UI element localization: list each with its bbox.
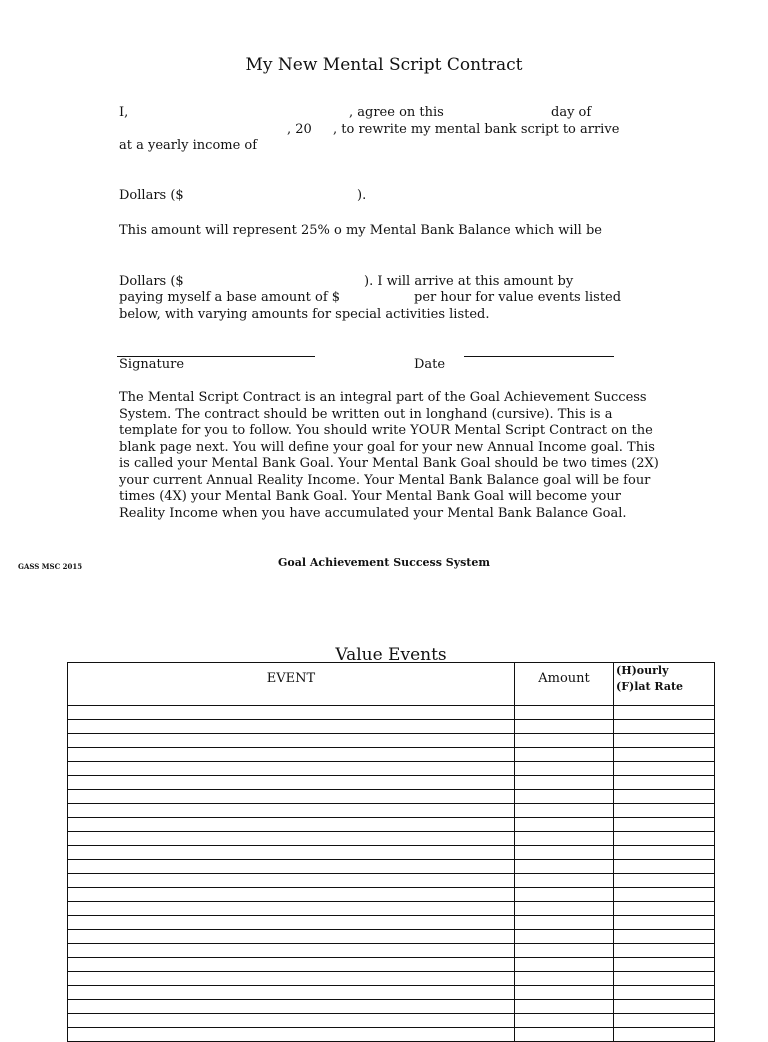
amount-cell[interactable]: [515, 902, 614, 916]
event-cell[interactable]: [68, 1028, 515, 1042]
amount-cell[interactable]: [515, 1014, 614, 1028]
amount-cell[interactable]: [515, 1028, 614, 1042]
event-cell[interactable]: [68, 958, 515, 972]
table-row: [68, 818, 715, 832]
event-cell[interactable]: [68, 762, 515, 776]
event-cell[interactable]: [68, 972, 515, 986]
table-row: [68, 1014, 715, 1028]
rate-cell[interactable]: [614, 972, 715, 986]
event-cell[interactable]: [68, 1014, 515, 1028]
event-cell[interactable]: [68, 720, 515, 734]
rate-header-line1: (H)ourly: [616, 664, 669, 677]
below-text: below, with varying amounts for special activities listed.: [119, 307, 490, 322]
amount-cell[interactable]: [515, 1000, 614, 1014]
event-cell[interactable]: [68, 776, 515, 790]
event-cell[interactable]: [68, 888, 515, 902]
amount-cell[interactable]: [515, 972, 614, 986]
represent-text: This amount will represent 25% o my Mental Bank Balance which will be: [119, 223, 602, 238]
table-row: [68, 888, 715, 902]
table-header-row: [68, 663, 715, 706]
amount-cell[interactable]: [515, 734, 614, 748]
amount-cell[interactable]: [515, 748, 614, 762]
rate-cell[interactable]: [614, 706, 715, 720]
table-row: [68, 832, 715, 846]
rate-cell[interactable]: [614, 1028, 715, 1042]
event-cell[interactable]: [68, 790, 515, 804]
rate-cell[interactable]: [614, 916, 715, 930]
table-row: [68, 860, 715, 874]
close-paren-1: ).: [357, 188, 367, 203]
event-cell[interactable]: [68, 930, 515, 944]
rate-cell[interactable]: [614, 832, 715, 846]
amount-cell[interactable]: [515, 846, 614, 860]
rate-cell[interactable]: [614, 790, 715, 804]
amount-cell[interactable]: [515, 762, 614, 776]
rewrite-text: , to rewrite my mental bank script to arrive: [333, 122, 620, 137]
footer-system-name: Goal Achievement Success System: [277, 556, 490, 569]
amount-column-header: Amount: [515, 663, 614, 706]
amount-cell[interactable]: [515, 832, 614, 846]
amount-cell[interactable]: [515, 944, 614, 958]
footer-code: GASS MSC 2015: [18, 562, 83, 571]
rate-cell[interactable]: [614, 930, 715, 944]
day-of-text: day of: [551, 105, 592, 120]
page-title: My New Mental Script Contract: [245, 55, 523, 75]
event-cell[interactable]: [68, 860, 515, 874]
event-cell[interactable]: [68, 804, 515, 818]
amount-cell[interactable]: [515, 888, 614, 902]
yearly-income-text: at a yearly income of: [119, 138, 258, 153]
rate-cell[interactable]: [614, 944, 715, 958]
rate-cell[interactable]: [614, 804, 715, 818]
explanation-paragraph: The Mental Script Contract is an integral part of the Goal Achievement Success System. The contract should be written out in longhand (cursive). This is a template for you to follow. You should write YOUR Mental Script Contract on the blank page next. You will define your goal for your new Annual Income goal. This is called your Mental Bank Goal. Your Mental Bank Goal should be two times (2X) your current Annual Reality Income. Your Mental Bank Balance goal will be four times (4X) your Mental Bank Goal. Your Mental Bank Goal will become your Reality Income when you have accumulated your Mental Bank Balance Goal.: [119, 390, 659, 521]
amount-cell[interactable]: [515, 930, 614, 944]
rate-column-header: [614, 663, 715, 706]
date-label: Date: [414, 357, 446, 372]
table-row: [68, 902, 715, 916]
amount-cell[interactable]: [515, 986, 614, 1000]
value-events-table: [67, 662, 715, 1042]
amount-cell[interactable]: [515, 804, 614, 818]
rate-cell[interactable]: [614, 1000, 715, 1014]
agree-text: , agree on this: [349, 105, 444, 120]
table-row: [68, 846, 715, 860]
event-cell[interactable]: [68, 902, 515, 916]
paying-text: paying myself a base amount of $: [119, 290, 341, 305]
date-line: [464, 356, 614, 357]
rate-cell[interactable]: [614, 720, 715, 734]
rate-cell[interactable]: [614, 986, 715, 1000]
event-cell[interactable]: [68, 944, 515, 958]
rate-cell[interactable]: [614, 902, 715, 916]
rate-cell[interactable]: [614, 818, 715, 832]
table-row: [68, 776, 715, 790]
event-column-header: EVENT: [68, 663, 515, 706]
amount-cell[interactable]: [515, 720, 614, 734]
table-row: [68, 804, 715, 818]
table-row: [68, 720, 715, 734]
dollars-label-2: Dollars ($: [119, 274, 184, 289]
rate-cell[interactable]: [614, 888, 715, 902]
amount-cell[interactable]: [515, 790, 614, 804]
table-row: [68, 930, 715, 944]
rate-cell[interactable]: [614, 874, 715, 888]
arrive-text: ). I will arrive at this amount by: [364, 274, 574, 289]
event-cell[interactable]: [68, 874, 515, 888]
table-row: [68, 958, 715, 972]
event-cell[interactable]: [68, 1000, 515, 1014]
event-cell[interactable]: [68, 846, 515, 860]
signature-label: Signature: [119, 357, 185, 372]
year-text: , 20: [287, 122, 312, 137]
amount-cell[interactable]: [515, 860, 614, 874]
amount-cell[interactable]: [515, 818, 614, 832]
table-row: [68, 1000, 715, 1014]
table-row: [68, 1028, 715, 1042]
amount-cell[interactable]: [515, 706, 614, 720]
table-row: [68, 986, 715, 1000]
rate-cell[interactable]: [614, 846, 715, 860]
rate-cell[interactable]: [614, 958, 715, 972]
rate-cell[interactable]: [614, 860, 715, 874]
table-row: [68, 972, 715, 986]
event-cell[interactable]: [68, 916, 515, 930]
event-cell[interactable]: [68, 986, 515, 1000]
amount-cell[interactable]: [515, 776, 614, 790]
event-cell[interactable]: [68, 818, 515, 832]
event-cell[interactable]: [68, 832, 515, 846]
rate-header-line2: (F)lat Rate: [616, 680, 684, 693]
value-events-title: Value Events: [335, 645, 447, 665]
event-cell[interactable]: [68, 734, 515, 748]
amount-cell[interactable]: [515, 916, 614, 930]
per-hour-text: per hour for value events listed: [414, 290, 622, 305]
table-row: [68, 762, 715, 776]
event-cell[interactable]: [68, 706, 515, 720]
table-row: [68, 790, 715, 804]
table-row: [68, 874, 715, 888]
table-row: [68, 916, 715, 930]
dollars-label-1: Dollars ($: [119, 188, 184, 203]
event-cell[interactable]: [68, 748, 515, 762]
rate-cell[interactable]: [614, 1014, 715, 1028]
table-row: [68, 706, 715, 720]
amount-cell[interactable]: [515, 874, 614, 888]
rate-cell[interactable]: [614, 748, 715, 762]
table-row: [68, 748, 715, 762]
amount-cell[interactable]: [515, 958, 614, 972]
table-row: [68, 944, 715, 958]
rate-cell[interactable]: [614, 734, 715, 748]
rate-cell[interactable]: [614, 776, 715, 790]
i-label: I,: [119, 105, 129, 120]
rate-cell[interactable]: [614, 762, 715, 776]
table-row: [68, 734, 715, 748]
